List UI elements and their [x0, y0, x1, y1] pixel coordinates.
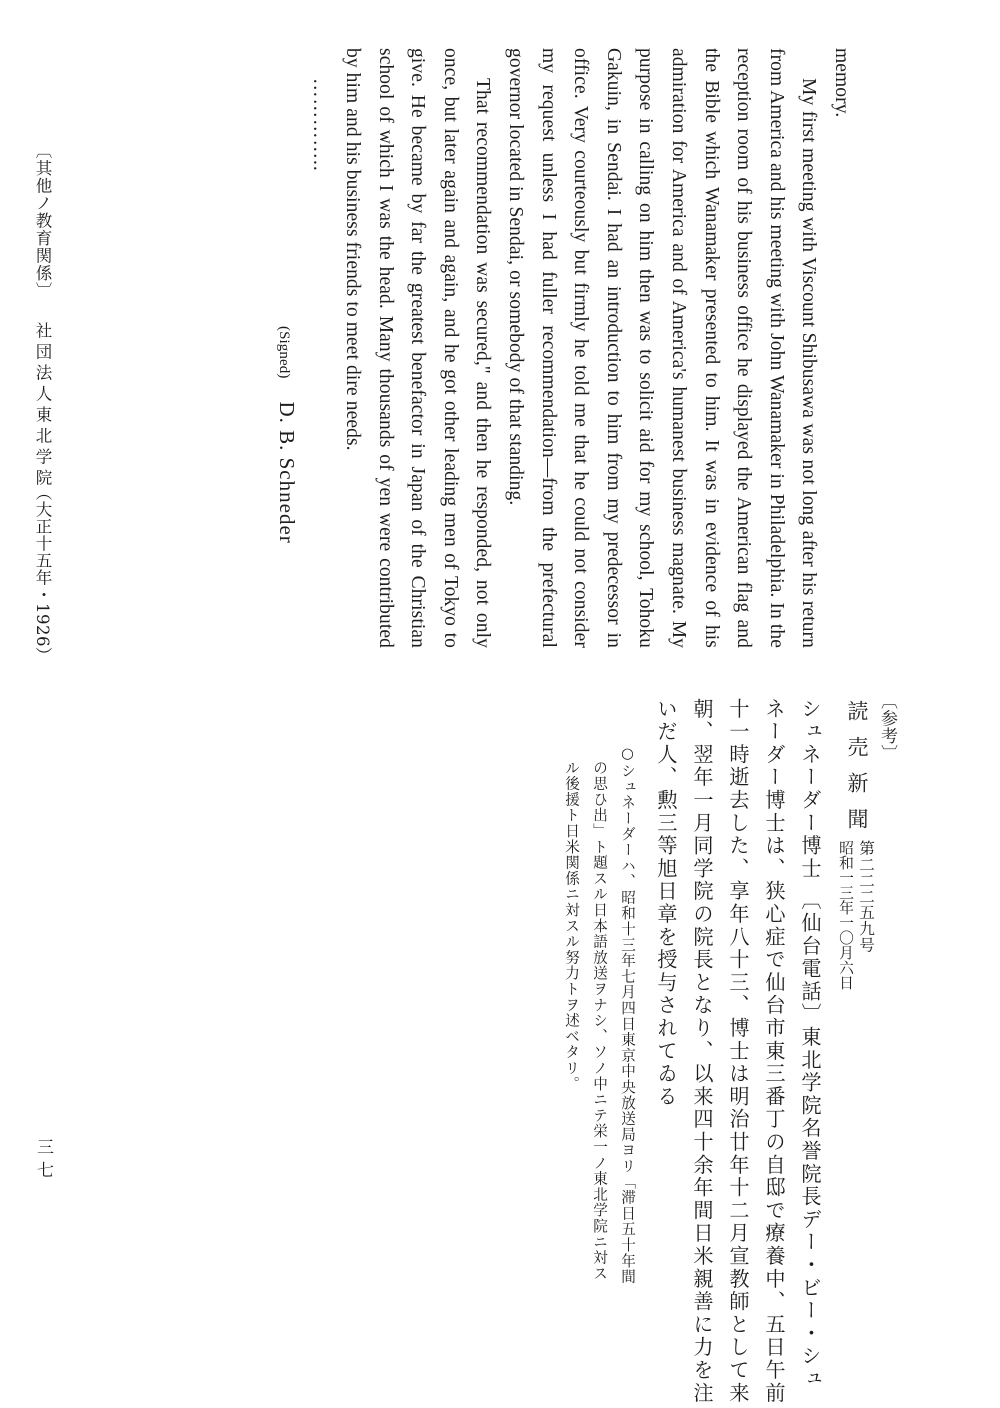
page-number: 三七	[33, 1138, 53, 1184]
editorial-note-line: の思ひ出」ト題スル日本語放送ヲナシ、ソノ中ニテ栄一ノ東北学院ニ対ス	[591, 760, 608, 1282]
english-letter	[237, 48, 857, 648]
letter-fragment: memory.	[831, 48, 852, 118]
signature-line	[267, 48, 303, 648]
newspaper-name: 読売新聞	[845, 700, 869, 844]
letter-paragraph-recommendation: That recommendation was secured," and then he responded, not only once, but later again and again, and he got other leading men of Tokyo to give. He became by far the greatest benefactor in Japan of the Christian school of which I was the head. Many thousands of yen were contributed by him and his business friends to meet dire needs.	[342, 48, 494, 648]
newspaper-article-line: ネーダー博士は、狭心症で仙台市東三番丁の自邸で療養中、五日午前	[762, 698, 786, 1405]
newspaper-article-line: 朝、翌年一月同学院の院長となり、以来四十余年間日米親善に力を注	[690, 698, 714, 1405]
editorial-note-line: ル後援ト日米関係ニ対スル努力トヲ述ベタリ。	[563, 760, 580, 1092]
newspaper-article-line: 十一時逝去した、享年八十三、博士は明治廿年十二月宣教師として来	[726, 698, 750, 1405]
reference-label: 〔参考〕	[877, 692, 897, 762]
signer-name: D. B. Schneder	[274, 401, 299, 544]
newspaper-article-line: いだ人、勲三等旭日章を授与されてゐる	[654, 698, 678, 1109]
editorial-note-line: ○シュネーダーハ、昭和十三年七月四日東京中央放送局ヨリ「滞日五十年間	[619, 745, 636, 1285]
footer-organization: 社団法人東北学院	[33, 322, 52, 490]
letter-paragraph-first-meeting: My first meeting with Viscount Shibusawa was not long after his return from America and his meeting with John Wanamaker in Philadelphia. In the reception room of his business office he displayed the American flag and the Bible which Wanamaker presented to him. It was in evidence of his admiration for America and of America's humanest business magnate. My purpose in calling on him then was to solicit aid for my school, Tohoku Gakuin, in Sendai. I had an introduction to him from my predecessor in office. Very courteously but firmly he told me that he could not consider my request unless I had fuller recommendation—from the prefectural governor located in Sendai, or somebody of that standing.	[505, 48, 820, 648]
signed-label: (Signed)	[275, 326, 292, 379]
footer-category: 〔其他ノ教育関係〕	[33, 142, 52, 300]
newspaper-issue-date: 昭和一三年一〇月六日	[837, 840, 854, 990]
newspaper-article-line: シュネーダー博士 〔仙台電話〕東北学院名誉院長デー・ビー・シュ	[798, 698, 822, 1392]
newspaper-issue-number: 第二二二五九号	[857, 840, 875, 953]
letter-ellipsis: …………..	[309, 78, 331, 172]
footer-date: （大正十五年・1926）	[33, 484, 52, 664]
